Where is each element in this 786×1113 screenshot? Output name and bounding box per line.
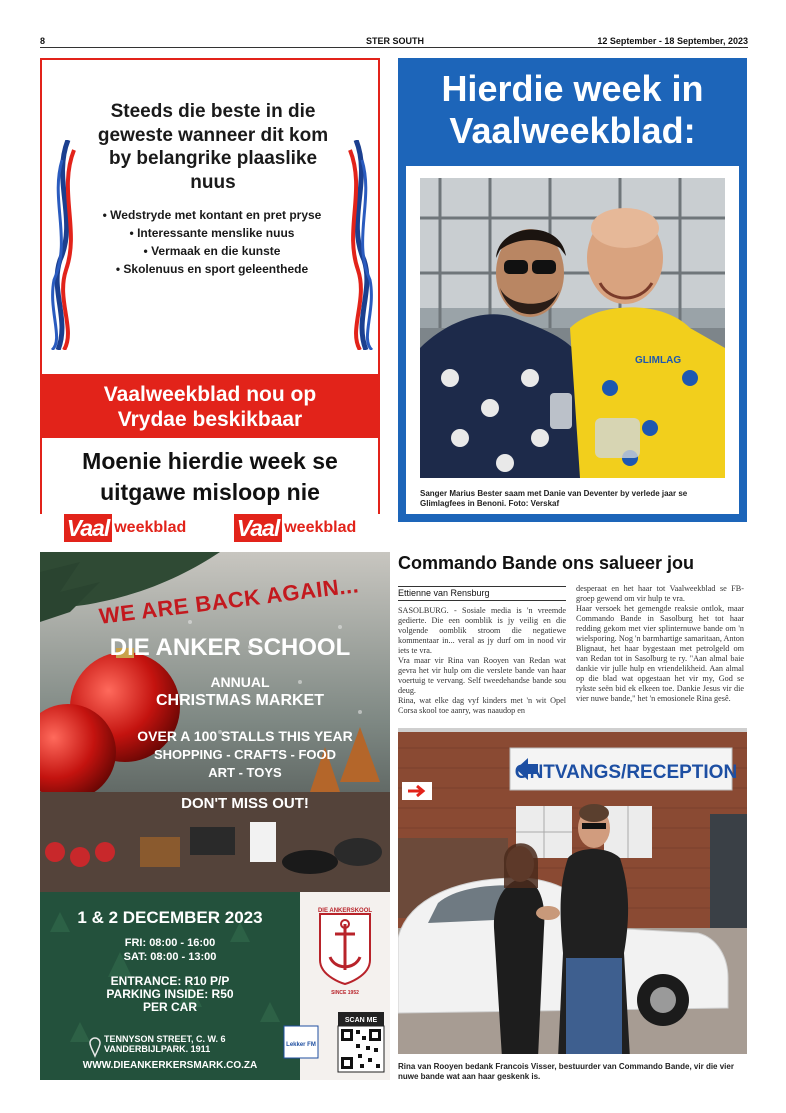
promo-ad-panel — [40, 58, 380, 376]
bullet-item: • Interessante menslike nuus — [129, 226, 295, 240]
ribbon-decoration-icon — [50, 140, 80, 350]
shopping-line: SHOPPING - CRAFTS - FOOD — [154, 747, 336, 762]
article-column-1 — [398, 606, 566, 716]
promo-ad-bullets — [78, 206, 346, 278]
event-dates: 1 & 2 DECEMBER 2023 — [77, 908, 263, 927]
feature-box — [398, 58, 747, 522]
issue-date: 12 September - 18 September, 2023 — [597, 36, 748, 46]
back-again-headline: WE ARE BACK AGAIN... — [97, 572, 361, 629]
article-paragraph: SASOLBURG. - Sosiale media is 'n vreemde gedierte. Die een oomblik is jy veilig en die volgende oomblik stroom die negatiewe kommentaar in... veral as jy durf om in nood vir iets te vra. — [398, 606, 566, 655]
dont-miss-out: DON'T MISS OUT! — [181, 795, 309, 812]
woman-figure — [494, 880, 544, 1054]
article-photo — [398, 728, 747, 1054]
market-website[interactable]: WWW.DIEANKERKERSMARK.CO.ZA — [82, 1060, 258, 1071]
vaalweekblad-promo-ad — [40, 58, 380, 542]
crest-top-text: DIE ANKERSKOOL — [317, 908, 373, 914]
article-paragraph: Rina, wat elke dag vyf kinders met 'n wit Opel Corsa skool toe aanry, was naaudop en — [398, 696, 566, 715]
vaalweekblad-logos — [40, 514, 380, 542]
scan-me-label: SCAN ME — [344, 1017, 378, 1024]
shirt-text: GLIMLAG — [635, 355, 682, 366]
dont-miss-banner: Moenie hierdie week se uitgawe misloop nie — [40, 438, 380, 514]
bullet-item: • Skolenuus en sport geleenthede — [115, 262, 309, 276]
bullet-item: • Wedstryde met kontant en pret pryse — [102, 208, 322, 222]
vaalweekblad-logo: Vaal weekblad — [210, 514, 380, 542]
stalls-line: OVER A 100 STALLS THIS YEAR — [137, 728, 353, 744]
friday-availability-banner: Vaalweekblad nou op Vrydae beskikbaar — [40, 376, 380, 438]
parking-fee: PARKING INSIDE: R50 — [106, 987, 234, 1001]
friday-hours: FRI: 08:00 - 16:00 — [124, 937, 216, 949]
entrance-fee: ENTRANCE: R10 P/P — [110, 974, 230, 988]
promo-ad-title: Steeds die beste in die geweste wanneer dit kom by belangrike plaaslike nuus — [97, 101, 329, 193]
school-name: DIE ANKER SCHOOL — [109, 634, 351, 661]
article-paragraph: desperaat en het haar tot Vaalweekblad se FB-groep gewend om vir hulp te vra. — [576, 584, 744, 603]
feature-photo-caption: Sanger Marius Bester saam met Danie van Deventer by verlede jaar se Glimlagfees in Benoni. Foto: Verskaf — [420, 489, 688, 508]
article-paragraph: Vra maar vir Rina van Rooyen van Redan wat gevra het vir hulp om die verslete bande van haar voertuig te vervang. Self tweedehandse bande sou deug. — [398, 656, 566, 695]
article-column-2 — [576, 584, 744, 704]
parking-fee-unit: PER CAR — [142, 1000, 197, 1014]
christmas-market-ad — [40, 552, 390, 1080]
article-byline: Ettienne van Rensburg — [398, 586, 566, 601]
article-photo-caption: Rina van Rooyen bedank Francois Visser, bestuurder van Commando Bande, vir die vier nuwe bande wat aan haar geskenk is. — [398, 1062, 734, 1081]
article-headline: Commando Bande ons salueer jou — [398, 553, 695, 573]
annual-label: ANNUAL — [210, 674, 270, 690]
address-line-2: VANDERBIJLPARK. 1911 — [104, 1044, 211, 1054]
art-toys-line: ART - TOYS — [208, 765, 282, 780]
section-name: STER SOUTH — [366, 36, 425, 46]
saturday-hours: SAT: 08:00 - 13:00 — [123, 951, 217, 963]
ribbon-decoration-icon — [344, 140, 374, 350]
address-line-1: TENNYSON STREET, C. W. 6 — [104, 1034, 226, 1044]
bullet-item: • Vermaak en die kunste — [143, 244, 281, 258]
feature-photo — [420, 178, 725, 478]
running-header — [40, 34, 748, 48]
crest-bottom-text: SINCE 1952 — [331, 990, 359, 996]
feature-panel — [406, 166, 739, 514]
article-paragraph: Haar versoek het gemengde reaksie ontlok, maar Commando Bande in Sasolburg het tot haar redding gekom met vier splinternuwe bande om 'n wielsporing. Nog 'n barmhartige samaritaan, Anton Blignaut, het haar bygestaan met petrolgeld om van Redan tot in Sasolburg te ry. "Aan almal baie dankie vir julle hulp en vriendelikheid. Aan almal op die blad wat opgestaan het vir my, God se rykste seën bid ek elkeen toe. Dankie Jesus vir die vier nuwe bande," het 'n emosionele Rina gesê. — [576, 604, 744, 703]
radio-logo-text: Lekker FM — [286, 1042, 316, 1048]
feature-title: Hierdie week in Vaalweekblad: — [441, 68, 704, 151]
market-title: CHRISTMAS MARKET — [156, 692, 324, 709]
reception-sign-text: ONTVANGS/RECEPTION — [514, 762, 738, 783]
vaalweekblad-logo: Vaal weekblad — [40, 514, 210, 542]
page-number: 8 — [40, 36, 46, 46]
